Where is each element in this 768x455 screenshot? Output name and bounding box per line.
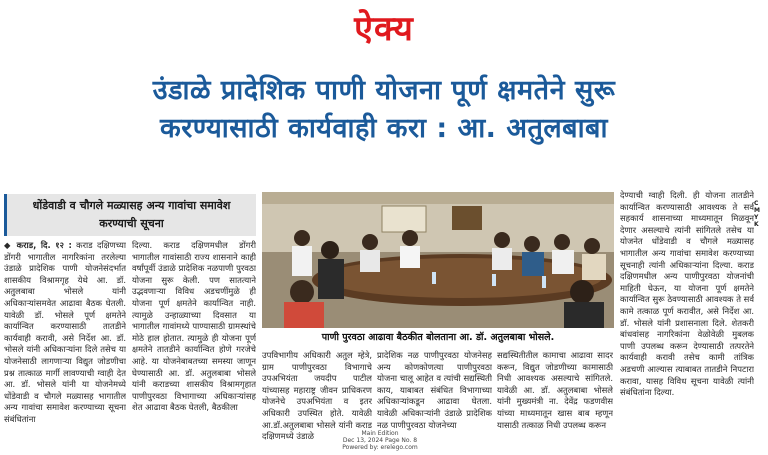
subheadline-box: धोंडेवाडी व चौगले मळ्यासह अन्य गावांचा समावेश करण्याची सूचना bbox=[4, 194, 256, 236]
headline-line-1: उंडाळे प्रादेशिक पाणी योजना पूर्ण क्षमतेने सुरू bbox=[152, 75, 616, 106]
article-column-5: सद्यस्थितीतील कामाचा आढावा सादर करून, विद्युत जोडणीच्या कामासाठी निधी आवश्यक असल्याचे सांगितले. यावेळी आ. डॉ. अतुलबाबा भोसले यांनी मुख्यमंत्री ना. देवेंद्र फडणवीस यांच्या माध्यमातून खास बाब म्हणून यासाठी तत्काळ निधी उपलब्ध करून bbox=[497, 350, 613, 430]
page-footer bbox=[320, 430, 440, 451]
article-column-2: दिल्या. कराड दक्षिणमधील डोंगरी भागातील गावांसाठी राज्य शासनाने काही वर्षांपूर्वी उंडाळे प्रादेशिक नळपाणी पुरवठा योजना सुरू केली. पण सातत्याने उद्भवणाऱ्या विविध अडचणींमुळे ही योजना पूर्ण क्षमतेने कार्यान्वित नाही. त्यामुळे उन्हाळ्याच्या दिवसात या भागातील गावांमध्ये पाण्यासाठी ग्रामस्थांचे मोठे हाल होतात. त्यामुळे ही योजना पूर्ण क्षमतेने तातडीने कार्यान्वित होणे गरजेचे आहे. या योजनेबाबतच्या समस्या जाणून घेण्यासाठी आ. डॉ. अतुलबाबा भोसले यांनी कराडच्या शासकीय विश्रामगृहात पाणीपुरवठा विभागाच्या अधिकाऱ्यांसह शेत आढावा बैठक घेतली, बैठकीला bbox=[132, 240, 256, 413]
meeting-photo bbox=[262, 192, 614, 328]
headline-line-2: करण्यासाठी कार्यवाही करा : आ. अतुलबाबा bbox=[160, 113, 608, 144]
dateline: ◆ कराड, दि. १२ : bbox=[4, 240, 72, 250]
photo-caption: पाणी पुरवठा आढावा बैठकीत बोलताना आ. डॉ. अतुलबाबा भोसले. bbox=[321, 332, 555, 343]
cmyk-marker: C M Y K bbox=[754, 200, 760, 228]
masthead bbox=[0, 0, 768, 52]
article-column-4: प्रादेशिक नळ पाणीपुरवठा योजनेसह अन्य कोणकोणत्या पाणीपुरवठा योजना चालू आहेत व त्यांची सद्यस्थिती काय, याबाबत संबंधित विभागाच्या अधिकाऱ्यांकडून आढावा घेतला. यावेळी अधिकाऱ्यांनी उंडाळे प्रादेशिक नळ पाणीपुरवठा योजनेच्या bbox=[377, 350, 492, 430]
footer-edition: Main Edition bbox=[361, 430, 399, 437]
column-1-text: कराड दक्षिणच्या डोंगरी भागातील नागरिकांना तरलेल्या उंडाळे प्रादेशिक पाणी योजनेसंदर्भात शासकीय विश्रामगृह येथे आ. डॉ. अतुलबाबा भोसले यांनी अधिकाऱ्यांसमवेत आढावा बैठक घेतली. यावेळी डॉ. भोसले पूर्ण क्षमतेने कार्यान्वित करण्यासाठी तातडीने कार्यवाही करावी, असे निर्देश आ. डॉ. भोसले यांनी अधिकाऱ्यांना दिले तसेच या योजनेसाठी लागणाऱ्या विद्युत जोडणीचा प्रश्न तात्काळ मार्गी लावण्याची ग्वाही देत आ. डॉ. भोसले यांनी या योजनेमध्ये धोंडेवाडी व चौगले मळ्यासह भागातील अन्य गावांचा समावेश करण्याच्या सूचना संबंधितांना bbox=[4, 240, 126, 424]
footer-page: Dec 13, 2024 Page No. 8 bbox=[342, 437, 418, 444]
article-column-3: उपविभागीय अधिकारी अतुल म्हेत्रे, ग्राम पाणीपुरवठा विभागाचे उपअभियंता जयदीप पाटील यांच्यासह महाराष्ट्र जीवन प्राधिकरण योजनेचे उपअभियंता व इतर अधिकारी उपस्थित होते. यावेळी आ.डॉ.अतुलबाबा भोसले यांनी कराड दक्षिणमध्ये उंडाळे bbox=[262, 350, 372, 442]
article-column-1 bbox=[4, 240, 126, 450]
meeting-photo-illustration bbox=[262, 192, 614, 328]
masthead-title: ऐक्य bbox=[354, 9, 414, 49]
article-column-6: देण्याची ग्वाही दिली. ही योजना तातडीने कार्यान्वित करण्यासाठी आवश्यक ते सर्व सहकार्य शासनाच्या माध्यमातून मिळवून देणार असल्याचे त्यांनी सांगितले तसेच या योजनेत धोंडेवाडी व चौगले मळ्यासह भागातील अन्य गावांचा समावेश करण्याच्या सूचनाही त्यांनी अधिकाऱ्यांना दिल्या. कराड दक्षिणमधील अन्य पाणीपुरवठा योजनांची माहिती घेऊन, या योजना पूर्ण क्षमतेने कार्यान्वित सुरू ठेवण्यासाठी आवश्यक ते सर्व कामे तत्काळ पूर्ण करावीत, असे निर्देश आ. डॉ. भोसले यांनी प्रशासनाला दिले. शेतकरी बांधवांसह नागरिकांना वेळोवेळी मुबलक पाणी उपलब्ध करून देण्यासाठी तत्परतेने कार्यवाही करावी तसेच कामी तांत्रिक अडचणी आल्यास त्याबाबत तातडीने निपटारा करावा, यासह विविध सूचना यावेळी त्यांनी संबंधितांना दिल्या. bbox=[620, 190, 754, 398]
footer-powered: Powered by: erelego.com bbox=[342, 444, 418, 451]
